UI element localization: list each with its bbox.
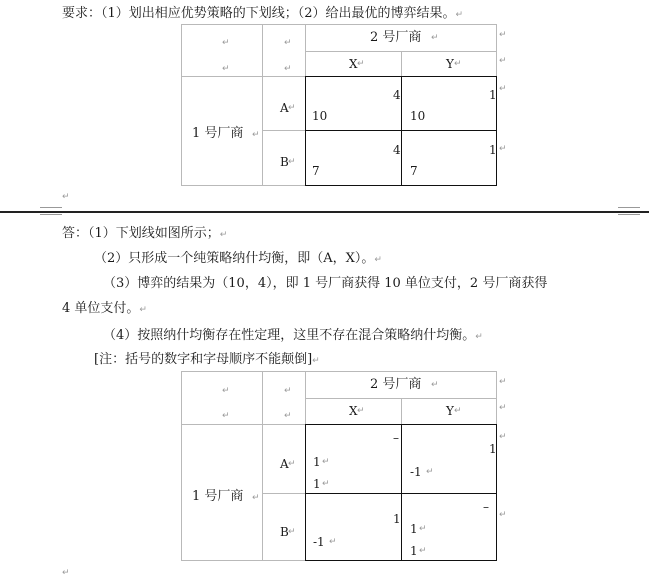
payoff-ax-mid: 1 <box>313 455 321 469</box>
firm1-header: 1 号厂商 <box>192 489 244 504</box>
cell-mark-icon: ↵ <box>431 380 439 390</box>
cell-mark-icon: ↵ <box>419 524 427 534</box>
payoff-by-firm2: 1 <box>489 143 497 157</box>
paragraph-mark-icon: ↵ <box>62 192 70 202</box>
cell-mark-icon: ↵ <box>329 537 337 547</box>
paragraph-mark-icon: ↵ <box>62 568 70 578</box>
answer-line-3b <box>62 301 147 318</box>
payoff-ay-firm1: 10 <box>410 109 426 123</box>
cell-mark-icon: ↵ <box>252 130 260 140</box>
payoff-by-firm1: 7 <box>410 164 418 178</box>
firm2-header: 2 号厂商 <box>370 377 422 392</box>
cell-mark-icon: ↵ <box>222 38 230 48</box>
cell-mark-icon: ↵ <box>426 467 434 477</box>
column-y-header: Y <box>446 57 454 71</box>
row-mark-icon: ↵ <box>499 144 507 154</box>
answer-line-2-text: （2）只形成一个纯策略纳什均衡，即（A，X）。 <box>94 251 375 266</box>
cell-mark-icon: ↵ <box>419 546 427 556</box>
paragraph-mark-icon: ↵ <box>312 356 320 366</box>
cell-mark-icon: ↵ <box>222 64 230 74</box>
cell-mark-icon: ↵ <box>288 459 296 469</box>
cell-mark-icon: ↵ <box>454 406 462 416</box>
row-mark-icon: ↵ <box>499 30 507 40</box>
cell-mark-icon: ↵ <box>357 59 365 69</box>
payoff-bx-firm2: 4 <box>393 143 401 157</box>
payoff-by-firm2: – <box>483 500 489 514</box>
row-a-header: A <box>280 457 289 471</box>
column-y-header: Y <box>446 404 454 418</box>
cell-mark-icon: ↵ <box>322 457 330 467</box>
answer-line-2 <box>94 251 382 268</box>
answer-line-3a-text: （3）博弈的结果为（10，4），即 1 号厂商获得 10 单位支付，2 号厂商获得 <box>103 276 548 291</box>
cell-mark-icon: ↵ <box>431 33 439 43</box>
payoff-bx-firm1: -1 <box>313 535 325 549</box>
answer-line-1-text: 答：（1）下划线如图所示； <box>62 226 220 241</box>
paragraph-mark-icon: ↵ <box>374 255 382 265</box>
answer-note-text: [注：括号的数字和字母顺序不能颠倒] <box>94 352 313 367</box>
paragraph-mark-icon: ↵ <box>455 10 464 20</box>
requirement-content: 要求：（1）划出相应优势策略的下划线；（2）给出最优的博弈结果。 <box>62 6 456 21</box>
payoff-ax-firm1: 10 <box>312 109 328 123</box>
column-x-header: X <box>349 404 358 418</box>
paragraph-mark-icon: ↵ <box>475 332 483 342</box>
row-a-header: A <box>280 101 289 115</box>
payoff-ay-firm2: 1 <box>489 88 497 102</box>
cell-mark-icon: ↵ <box>284 411 292 421</box>
row-mark-icon: ↵ <box>499 403 507 413</box>
paragraph-mark-icon: ↵ <box>219 230 228 240</box>
row-b-header: B <box>280 155 289 169</box>
row-mark-icon: ↵ <box>499 432 507 442</box>
answer-line-3b-text: 4 单位支付。 <box>62 301 140 316</box>
cell-mark-icon: ↵ <box>288 527 296 537</box>
cell-mark-icon: ↵ <box>222 411 230 421</box>
paragraph-mark-icon: ↵ <box>139 305 147 315</box>
row-b-header: B <box>280 525 289 539</box>
payoff-ax-firm1: 1 <box>313 477 321 491</box>
payoff-ax-firm2: – <box>393 431 399 445</box>
payoff-by-firm1: 1 <box>410 544 418 558</box>
answer-note <box>94 352 320 369</box>
payoff-bx-firm1: 7 <box>312 164 320 178</box>
cell-mark-icon: ↵ <box>252 493 260 503</box>
row-mark-icon: ↵ <box>499 510 507 520</box>
payoff-bx-firm2: 1 <box>393 512 401 526</box>
cell-mark-icon: ↵ <box>284 64 292 74</box>
cell-mark-icon: ↵ <box>454 59 462 69</box>
answer-line-4 <box>103 328 483 345</box>
cell-mark-icon: ↵ <box>284 386 292 396</box>
row-mark-icon: ↵ <box>499 377 507 387</box>
cell-mark-icon: ↵ <box>322 479 330 489</box>
requirement-text <box>62 6 463 23</box>
cell-mark-icon: ↵ <box>222 386 230 396</box>
column-x-header: X <box>349 57 358 71</box>
page-break-line <box>0 211 649 213</box>
payoff-ax-firm2: 4 <box>393 88 401 102</box>
payoff-by-mid: 1 <box>410 522 418 536</box>
row-mark-icon: ↵ <box>499 84 507 94</box>
row-mark-icon: ↵ <box>499 56 507 66</box>
firm1-header: 1 号厂商 <box>192 126 244 141</box>
firm2-header: 2 号厂商 <box>370 30 422 45</box>
cell-mark-icon: ↵ <box>284 38 292 48</box>
cell-mark-icon: ↵ <box>288 103 296 113</box>
answer-line-4-text: （4）按照纳什均衡存在性定理，这里不存在混合策略纳什均衡。 <box>103 328 476 343</box>
answer-line-1 <box>62 226 227 243</box>
payoff-ay-firm2: 1 <box>489 442 497 456</box>
answer-line-3a <box>103 276 547 292</box>
cell-mark-icon: ↵ <box>288 157 296 167</box>
cell-mark-icon: ↵ <box>357 406 365 416</box>
payoff-ay-firm1: -1 <box>410 465 422 479</box>
